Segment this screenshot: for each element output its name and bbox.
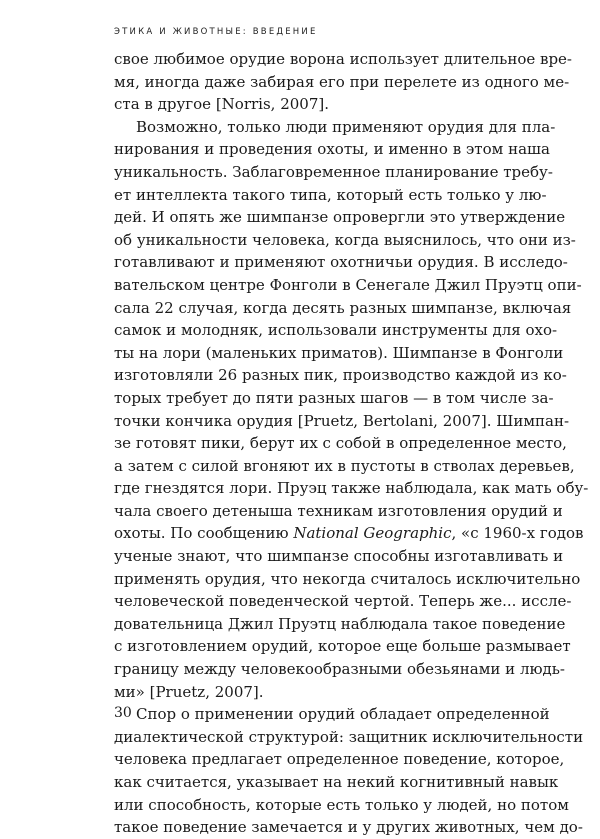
text-line: ты на лори (маленьких приматов). Шимпанзе в Фонголи	[114, 343, 564, 362]
text-line: ет интеллекта такого типа, который есть только у лю-	[114, 185, 547, 204]
running-head: ЭТИКА И ЖИВОТНЫЕ: ВВЕДЕНИЕ	[114, 27, 318, 37]
text-line: точки кончика орудия [Pruetz, Bertolani, 2007]. Шимпан-	[114, 411, 570, 430]
text-line: мя, иногда даже забирая его при перелете из одного ме-	[114, 72, 570, 91]
publication-title: National Geographic	[293, 524, 452, 543]
text-line: с изготовлением орудий, которое еще больше размывает	[114, 637, 571, 656]
text-line: или способность, которые есть только у людей, но потом	[114, 795, 569, 814]
text-line: торых требует до пяти разных шагов — в том числе за-	[114, 388, 554, 407]
text-line: такое поведение замечается и у других животных, чем до-	[114, 818, 583, 837]
text-line: вательском центре Фонголи в Сенегале Джил Пруэтц опи-	[114, 275, 582, 294]
text-line: ста в другое [Norris, 2007].	[114, 95, 329, 114]
text-line: об уникальности человека, когда выяснилось, что они из-	[114, 230, 576, 249]
text-line: Спор о применении орудий обладает определенной	[136, 705, 550, 724]
text-line: границу между человекообразными обезьянами и людь-	[114, 660, 565, 679]
page-number: 30	[114, 705, 132, 721]
text-line: сала 22 случая, когда десять разных шимпанзе, включая	[114, 298, 572, 317]
text-line: самок и молодняк, использовали инструменты для охо-	[114, 321, 558, 340]
text-line: уникальность. Заблаговременное планирование требу-	[114, 162, 553, 181]
text-line: ми» [Pruetz, 2007].	[114, 682, 264, 701]
text-line: чала своего детеныша техникам изготовления орудий и	[114, 501, 563, 520]
text-line: довательница Джил Пруэтц наблюдала такое поведение	[114, 614, 566, 633]
text-line: Возможно, только люди применяют орудия для пла-	[136, 117, 556, 136]
text-line: зе готовят пики, берут их с собой в определенное место,	[114, 434, 567, 453]
text-line: нирования и проведения охоты, и именно в этом наша	[114, 140, 550, 159]
text-line: человека предлагает определенное поведение, которое,	[114, 750, 565, 769]
text-line: готавливают и применяют охотничьи орудия. В исследо-	[114, 253, 568, 272]
text-line: как считается, указывает на некий когнитивный навык	[114, 773, 559, 791]
text-line: где гнездятся лори. Пруэц также наблюдала, как мать обу-	[114, 479, 589, 498]
text-line: дей. И опять же шимпанзе опровергли это утверждение	[114, 208, 566, 227]
text-line	[114, 522, 584, 545]
text-line: применять орудия, что некогда считалось исключительно	[114, 569, 581, 588]
body-text	[114, 48, 589, 839]
text-segment: , «с 1960-х годов	[451, 524, 584, 543]
text-segment: охоты. По сообщению	[114, 524, 294, 543]
text-line: человеческой поведенческой чертой. Теперь же... иссле-	[114, 592, 572, 611]
text-line: ученые знают, что шимпанзе способны изготавливать и	[114, 547, 564, 566]
text-line: свое любимое орудие ворона использует длительное вре-	[114, 50, 573, 68]
text-line: диалектической структурой: защитник исключительности	[114, 727, 584, 746]
text-line: а затем с силой вгоняют их в пустоты в стволах деревьев,	[114, 456, 575, 475]
text-line: изготовляли 26 разных пик, производство каждой из ко-	[114, 366, 567, 385]
